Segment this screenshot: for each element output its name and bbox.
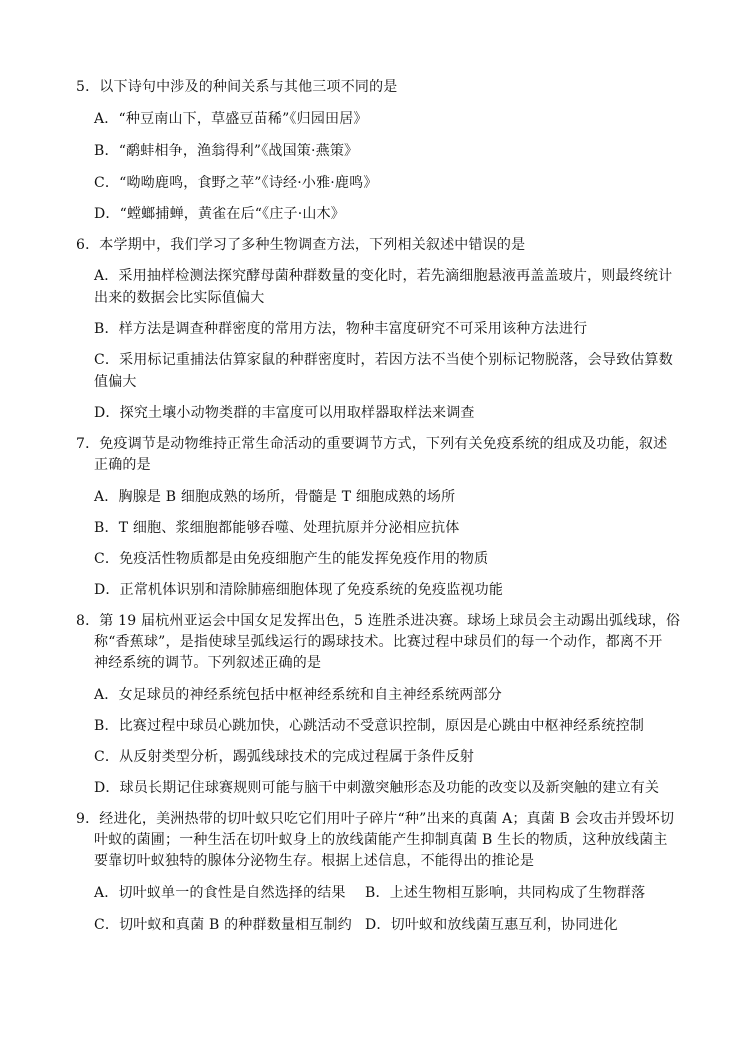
question-7-option-a: A．胸腺是 B 细胞成熟的场所，骨髓是 T 细胞成熟的场所: [94, 489, 456, 505]
question-9-stem-line-3: 要靠切叶蚁独特的腺体分泌物生存。根据上述信息，不能得出的推论是: [94, 853, 535, 869]
question-9-option-a: A．切叶蚁单一的食性是自然选择的结果: [94, 885, 346, 901]
question-6-option-b: B．样方法是调查种群密度的常用方法，物种丰富度研究不可采用该种方法进行: [94, 321, 588, 337]
question-8-option-c: C．从反射类型分析，踢弧线球技术的完成过程属于条件反射: [94, 749, 475, 765]
question-7-stem-line-2: 正确的是: [94, 457, 151, 473]
question-5-option-d: D．“螳螂捕蝉，黄雀在后“《庄子·山木》: [94, 206, 345, 222]
question-7-stem-line-1: 7．免疫调节是动物维持正常生命活动的重要调节方式，下列有关免疫系统的组成及功能，叙述: [76, 436, 668, 452]
question-8-stem-line-2: 称“香蕉球”，是指使球呈弧线运行的踢球技术。比赛过程中球员们的每一个动作，都离不开: [94, 634, 663, 650]
question-6-option-c-line-1: C．采用标记重捕法估算家鼠的种群密度时，若因方法不当使个别标记物脱落，会导致估算数: [94, 352, 673, 368]
question-6-option-d: D．探究土壤小动物类群的丰富度可以用取样器取样法来调查: [94, 405, 475, 421]
question-9-option-b: B．上述生物相互影响，共同构成了生物群落: [365, 885, 646, 901]
question-9-stem-line-2: 叶蚁的菌圃；一种生活在切叶蚁身上的放线菌能产生抑制真菌 B 生长的物质，这种放线菌主: [94, 832, 668, 848]
question-9-option-d: D．切叶蚁和放线菌互惠互利，协同进化: [365, 917, 618, 933]
question-5-option-b: B．“鹬蚌相争，渔翁得利”《战国策·燕策》: [94, 143, 359, 159]
question-7-option-b: B．T 细胞、浆细胞都能够吞噬、处理抗原并分泌相应抗体: [94, 520, 460, 536]
question-9-stem-line-1: 9．经进化，美洲热带的切叶蚁只吃它们用叶子碎片“种”出来的真菌 A；真菌 B 会攻击并毁坏切: [76, 811, 675, 827]
question-8-option-b: B．比赛过程中球员心跳加快，心跳活动不受意识控制，原因是心跳由中枢神经系统控制: [94, 718, 645, 734]
question-7-option-d: D．正常机体识别和清除肺癌细胞体现了免疫系统的免疫监视功能: [94, 582, 504, 598]
question-6-stem-line-1: 6．本学期中，我们学习了多种生物调查方法，下列相关叙述中错误的是: [76, 237, 526, 253]
question-6-option-c-line-2: 值偏大: [94, 374, 137, 390]
question-9-option-c: C．切叶蚁和真菌 B 的种群数量相互制约: [94, 917, 352, 933]
question-8-option-d: D．球员长期记住球赛规则可能与脑干中刺激突触形态及功能的改变以及新突触的建立有关: [94, 780, 660, 796]
question-6-option-a-line-1: A．采用抽样检测法探究酵母菌种群数量的变化时，若先滴细胞悬液再盖盖玻片，则最终统计: [94, 268, 673, 284]
question-6-option-a-line-2: 出来的数据会比实际值偏大: [94, 290, 265, 306]
question-5-option-a: A．“种豆南山下，草盛豆苗稀”《归园田居》: [94, 111, 368, 127]
question-8-stem-line-1: 8．第 19 届杭州亚运会中国女足发挥出色，5 连胜杀进决赛。球场上球员会主动踢出弧线球，俗: [76, 613, 681, 629]
question-8-stem-line-3: 神经系统的调节。下列叙述正确的是: [94, 655, 322, 671]
question-5-stem-line-1: 5．以下诗句中涉及的种间关系与其他三项不同的是: [76, 79, 398, 95]
question-7-option-c: C．免疫活性物质都是由免疫细胞产生的能发挥免疫作用的物质: [94, 551, 489, 567]
question-5-option-c: C．“呦呦鹿鸣，食野之苹”《诗经·小雅·鹿鸣》: [94, 175, 378, 191]
question-8-option-a: A．女足球员的神经系统包括中枢神经系统和自主神经系统两部分: [94, 687, 502, 703]
